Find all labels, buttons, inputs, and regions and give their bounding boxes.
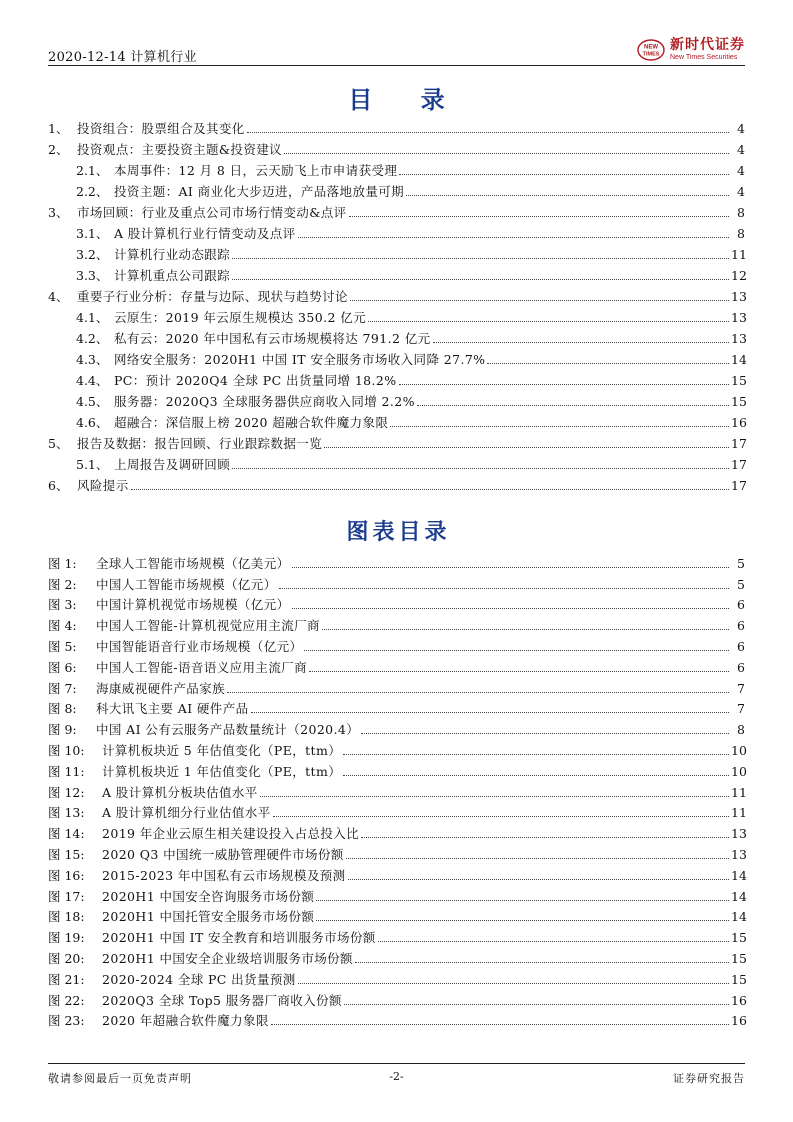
toc-entry-title: 私有云：2020 年中国私有云市场规模将达 791.2 亿元	[114, 331, 431, 346]
toc-entry-title: 报告及数据：报告回顾、行业跟踪数据一览	[77, 436, 323, 451]
figure-entry[interactable]	[48, 759, 745, 780]
figure-entry[interactable]	[48, 697, 745, 718]
toc-entry-title: 投资观点：主要投资主题&投资建议	[77, 142, 283, 157]
toc-entry-title: PC：预计 2020Q4 全球 PC 出货量同增 18.2%	[114, 373, 397, 388]
toc-entry-page: 4	[737, 184, 745, 199]
figure-page: 11	[731, 805, 747, 821]
toc-entry-number: 4.2、	[76, 331, 109, 346]
figure-page: 5	[737, 555, 745, 571]
toc-entry-number: 3.3、	[76, 268, 109, 283]
figure-label: 图 4:	[48, 618, 77, 634]
dot-leader	[232, 258, 729, 259]
figure-page: 6	[737, 597, 745, 613]
figure-label: 图 5:	[48, 638, 77, 654]
toc-entry[interactable]	[48, 179, 745, 200]
dot-leader	[390, 426, 729, 427]
figure-title: 中国计算机视觉市场规模（亿元）	[96, 597, 290, 613]
figure-entry[interactable]	[48, 863, 745, 884]
header-date-category: 2020-12-14 计算机行业	[48, 50, 197, 65]
figure-label: 图 2:	[48, 576, 77, 592]
report-type: 证券研究报告	[673, 1072, 745, 1085]
figure-entry[interactable]	[48, 572, 745, 593]
figure-title: 中国智能语音行业市场规模（亿元）	[96, 638, 303, 654]
toc-entry[interactable]	[48, 116, 745, 137]
figure-entry[interactable]	[48, 905, 745, 926]
figure-page: 15	[731, 950, 747, 966]
toc-entry-number: 4.1、	[76, 310, 109, 325]
toc-entry-page: 12	[731, 268, 747, 283]
dot-leader	[361, 837, 729, 838]
figure-title: 计算机板块近 1 年估值变化（PE，ttm）	[102, 763, 342, 779]
toc-entry-page: 11	[731, 247, 747, 262]
dot-leader	[279, 588, 729, 589]
logo-mark-icon	[636, 38, 666, 62]
toc-entry-page: 17	[731, 478, 747, 493]
figure-page: 13	[731, 826, 747, 842]
dot-leader	[273, 816, 729, 817]
figure-page: 11	[731, 784, 747, 800]
toc-entry-title: 投资主题：AI 商业化大步迈进，产品落地放量可期	[114, 184, 405, 199]
toc-entry-title: 超融合：深信服上榜 2020 超融合软件魔力象限	[114, 415, 389, 430]
toc-entry-page: 13	[731, 289, 747, 304]
figure-entry[interactable]	[48, 842, 745, 863]
figure-label: 图 14:	[48, 826, 85, 842]
toc-entry-title: 重要子行业分析：存量与边际、现状与趋势讨论	[77, 289, 348, 304]
figure-label: 图 8:	[48, 701, 77, 717]
toc-entry-title: 计算机重点公司跟踪	[114, 268, 231, 283]
dot-leader	[368, 321, 729, 322]
figure-page: 6	[737, 638, 745, 654]
dot-leader	[316, 900, 729, 901]
figure-page: 14	[731, 867, 747, 883]
figure-label: 图 3:	[48, 597, 77, 613]
figure-entry[interactable]	[48, 780, 745, 801]
toc-entry-number: 2.2、	[76, 184, 109, 199]
figure-page: 14	[731, 888, 747, 904]
figures-list	[48, 551, 745, 1029]
figure-entry[interactable]	[48, 676, 745, 697]
figure-title: 2020 年超融合软件魔力象限	[102, 1013, 269, 1029]
toc-entry-number: 2.1、	[76, 163, 109, 178]
figure-entry[interactable]	[48, 925, 745, 946]
toc-entry-title: 云原生：2019 年云原生规模达 350.2 亿元	[114, 310, 367, 325]
toc-entry-page: 8	[737, 205, 745, 220]
figure-entry[interactable]	[48, 613, 745, 634]
toc-entry-title: 计算机行业动态跟踪	[114, 247, 231, 262]
figure-title: 2015-2023 年中国私有云市场规模及预测	[102, 867, 346, 883]
figure-title: 2020H1 中国安全咨询服务市场份额	[102, 888, 315, 904]
footer-divider	[48, 1063, 745, 1064]
figure-entry[interactable]	[48, 946, 745, 967]
toc-entry[interactable]	[48, 158, 745, 179]
figure-entry[interactable]	[48, 634, 745, 655]
figure-label: 图 21:	[48, 971, 85, 987]
toc-entry[interactable]	[48, 431, 745, 452]
figure-label: 图 7:	[48, 680, 77, 696]
toc-entry-title: 本周事件：12 月 8 日，云天励飞上市申请获受理	[114, 163, 398, 178]
header-divider	[48, 65, 745, 66]
figure-title: 计算机板块近 5 年估值变化（PE，ttm）	[102, 742, 342, 758]
dot-leader	[343, 754, 729, 755]
toc-entry-number: 6、	[48, 478, 69, 493]
figure-entry[interactable]	[48, 717, 745, 738]
figure-entry[interactable]	[48, 884, 745, 905]
figure-entry[interactable]	[48, 801, 745, 822]
toc-entry-title: 上周报告及调研回顾	[114, 457, 231, 472]
figure-page: 8	[737, 722, 745, 738]
dot-leader	[343, 775, 729, 776]
toc-entry-title: A 股计算机行业行情变动及点评	[114, 226, 296, 241]
dot-leader	[247, 132, 729, 133]
logo-chinese-name: 新时代证券	[670, 37, 745, 53]
toc-entry[interactable]	[48, 368, 745, 389]
figure-title: A 股计算机细分行业估值水平	[102, 805, 271, 821]
figure-label: 图 12:	[48, 784, 85, 800]
dot-leader	[271, 1024, 729, 1025]
toc-entry-number: 5.1、	[76, 457, 109, 472]
toc-entry-number: 4.3、	[76, 352, 109, 367]
figure-page: 16	[731, 1013, 747, 1029]
toc-title: 目 录	[348, 86, 465, 114]
toc-entry[interactable]	[48, 221, 745, 242]
toc-entry-page: 8	[737, 226, 745, 241]
figure-label: 图 17:	[48, 888, 85, 904]
toc-entry-title: 投资组合：股票组合及其变化	[77, 121, 245, 136]
figure-page: 7	[737, 680, 745, 696]
toc-entry[interactable]	[48, 389, 745, 410]
figure-entry[interactable]	[48, 821, 745, 842]
toc-entry-title: 网络安全服务：2020H1 中国 IT 安全服务市场收入同降 27.7%	[114, 352, 486, 367]
toc-entry[interactable]	[48, 326, 745, 347]
figure-title: 全球人工智能市场规模（亿美元）	[96, 555, 290, 571]
figure-label: 图 19:	[48, 930, 85, 946]
figure-label: 图 9:	[48, 722, 77, 738]
dot-leader	[309, 671, 729, 672]
figure-page: 15	[731, 971, 747, 987]
toc-entry[interactable]	[48, 452, 745, 473]
figure-title: 2020H1 中国托管安全服务市场份额	[102, 909, 315, 925]
toc-entry-number: 4.5、	[76, 394, 109, 409]
toc-entry-page: 17	[731, 457, 747, 472]
dot-leader	[131, 489, 729, 490]
figure-page: 15	[731, 930, 747, 946]
figure-page: 6	[737, 618, 745, 634]
toc-entry-number: 4、	[48, 289, 69, 304]
figure-title: 海康威视硬件产品家族	[96, 680, 226, 696]
figure-page: 10	[731, 742, 747, 758]
toc-entry-number: 4.4、	[76, 373, 109, 388]
dot-leader	[227, 692, 729, 693]
dot-leader	[350, 300, 729, 301]
figure-label: 图 16:	[48, 867, 85, 883]
figure-entry[interactable]	[48, 655, 745, 676]
figure-label: 图 20:	[48, 950, 85, 966]
figure-title: 中国人工智能市场规模（亿元）	[96, 576, 277, 592]
page-header	[48, 38, 745, 64]
toc-entry-number: 2、	[48, 142, 69, 157]
figure-label: 图 22:	[48, 992, 85, 1008]
toc-entry[interactable]	[48, 263, 745, 284]
figure-page: 7	[737, 701, 745, 717]
figure-label: 图 15:	[48, 846, 85, 862]
figure-page: 6	[737, 659, 745, 675]
figure-title: 2020H1 中国安全企业级培训服务市场份额	[102, 950, 353, 966]
figure-title: 中国人工智能-语音语义应用主流厂商	[96, 659, 308, 675]
dot-leader	[298, 237, 729, 238]
page-footer	[48, 1063, 745, 1090]
figure-page: 14	[731, 909, 747, 925]
dot-leader	[344, 1004, 729, 1005]
figure-title: 中国 AI 公有云服务产品数量统计（2020.4）	[96, 722, 360, 738]
dot-leader	[487, 363, 729, 364]
figure-entry[interactable]	[48, 1009, 745, 1030]
toc-entry-number: 3.2、	[76, 247, 109, 262]
figure-entry[interactable]	[48, 593, 745, 614]
toc-entry[interactable]	[48, 242, 745, 263]
figure-label: 图 1:	[48, 555, 77, 571]
figure-label: 图 11:	[48, 763, 85, 779]
dot-leader	[298, 983, 729, 984]
toc-entry-page: 15	[731, 394, 747, 409]
figure-entry[interactable]	[48, 988, 745, 1009]
toc-entry-page: 17	[731, 436, 747, 451]
toc-entry-page: 13	[731, 310, 747, 325]
toc-entry-page: 13	[731, 331, 747, 346]
figure-label: 图 10:	[48, 742, 85, 758]
toc-entry-number: 4.6、	[76, 415, 109, 430]
figure-title: 科大讯飞主要 AI 硬件产品	[96, 701, 249, 717]
figure-page: 10	[731, 763, 747, 779]
disclaimer-note: 敬请参阅最后一页免责声明	[48, 1072, 192, 1085]
dot-leader	[324, 447, 729, 448]
figure-page: 13	[731, 846, 747, 862]
dot-leader	[355, 962, 729, 963]
toc-entry-title: 服务器：2020Q3 全球服务器供应商收入同增 2.2%	[114, 394, 415, 409]
figure-title: 2020H1 中国 IT 安全教育和培训服务市场份额	[102, 930, 376, 946]
company-logo	[636, 36, 745, 64]
logo-mark-text-bottom: TIMES	[642, 51, 660, 58]
dot-leader	[322, 629, 729, 630]
toc-entry-number: 3.1、	[76, 226, 109, 241]
toc-entry[interactable]	[48, 473, 745, 494]
toc-entry-page: 4	[737, 142, 745, 157]
toc-entry-title: 市场回顾：行业及重点公司市场行情变动&点评	[77, 205, 347, 220]
toc-entry[interactable]	[48, 137, 745, 158]
toc-entry-number: 5、	[48, 436, 69, 451]
page-number: -2-	[389, 1070, 404, 1083]
toc-entry-title: 风险提示	[77, 478, 129, 493]
figure-title: 中国人工智能-计算机视觉应用主流厂商	[96, 618, 320, 634]
toc-entry[interactable]	[48, 410, 745, 431]
figure-entry[interactable]	[48, 551, 745, 572]
figure-page: 5	[737, 576, 745, 592]
dot-leader	[417, 405, 729, 406]
dot-leader	[406, 195, 729, 196]
toc-entry-page: 4	[737, 163, 745, 178]
dot-leader	[348, 879, 729, 880]
figure-label: 图 23:	[48, 1013, 85, 1029]
dot-leader	[433, 342, 729, 343]
figures-list-title: 图表目录	[346, 520, 451, 545]
dot-leader	[361, 733, 729, 734]
figure-page: 16	[731, 992, 747, 1008]
toc-entry[interactable]	[48, 347, 745, 368]
toc-entry[interactable]	[48, 200, 745, 221]
dot-leader	[346, 858, 729, 859]
figure-title: 2019 年企业云原生相关建设投入占总投入比	[102, 826, 360, 842]
toc-entry[interactable]	[48, 305, 745, 326]
figure-label: 图 18:	[48, 909, 85, 925]
dot-leader	[378, 941, 729, 942]
dot-leader	[292, 567, 729, 568]
dot-leader	[316, 920, 729, 921]
toc-entry-page: 4	[737, 121, 745, 136]
toc-entry-page: 15	[731, 373, 747, 388]
dot-leader	[399, 384, 729, 385]
figure-title: 2020Q3 全球 Top5 服务器厂商收入份额	[102, 992, 342, 1008]
toc-entry-page: 14	[731, 352, 747, 367]
figure-title: 2020 Q3 中国统一威胁管理硬件市场份额	[102, 846, 344, 862]
dot-leader	[304, 650, 729, 651]
dot-leader	[292, 608, 729, 609]
figure-title: 2020-2024 全球 PC 出货量预测	[102, 971, 296, 987]
dot-leader	[349, 216, 729, 217]
toc-entry-number: 1、	[48, 121, 69, 136]
dot-leader	[399, 174, 729, 175]
toc-entry-number: 3、	[48, 205, 69, 220]
figure-entry[interactable]	[48, 738, 745, 759]
toc-entry[interactable]	[48, 284, 745, 305]
figure-entry[interactable]	[48, 967, 745, 988]
logo-mark-text-top: NEW	[644, 44, 658, 51]
dot-leader	[260, 796, 729, 797]
dot-leader	[232, 468, 729, 469]
toc-entry-page: 16	[731, 415, 747, 430]
dot-leader	[284, 153, 729, 154]
dot-leader	[251, 712, 729, 713]
figure-title: A 股计算机分板块估值水平	[102, 784, 258, 800]
table-of-contents	[48, 116, 745, 494]
logo-english-name: New Times Securities	[670, 54, 738, 61]
dot-leader	[232, 279, 729, 280]
figure-label: 图 13:	[48, 805, 85, 821]
figure-label: 图 6:	[48, 659, 77, 675]
